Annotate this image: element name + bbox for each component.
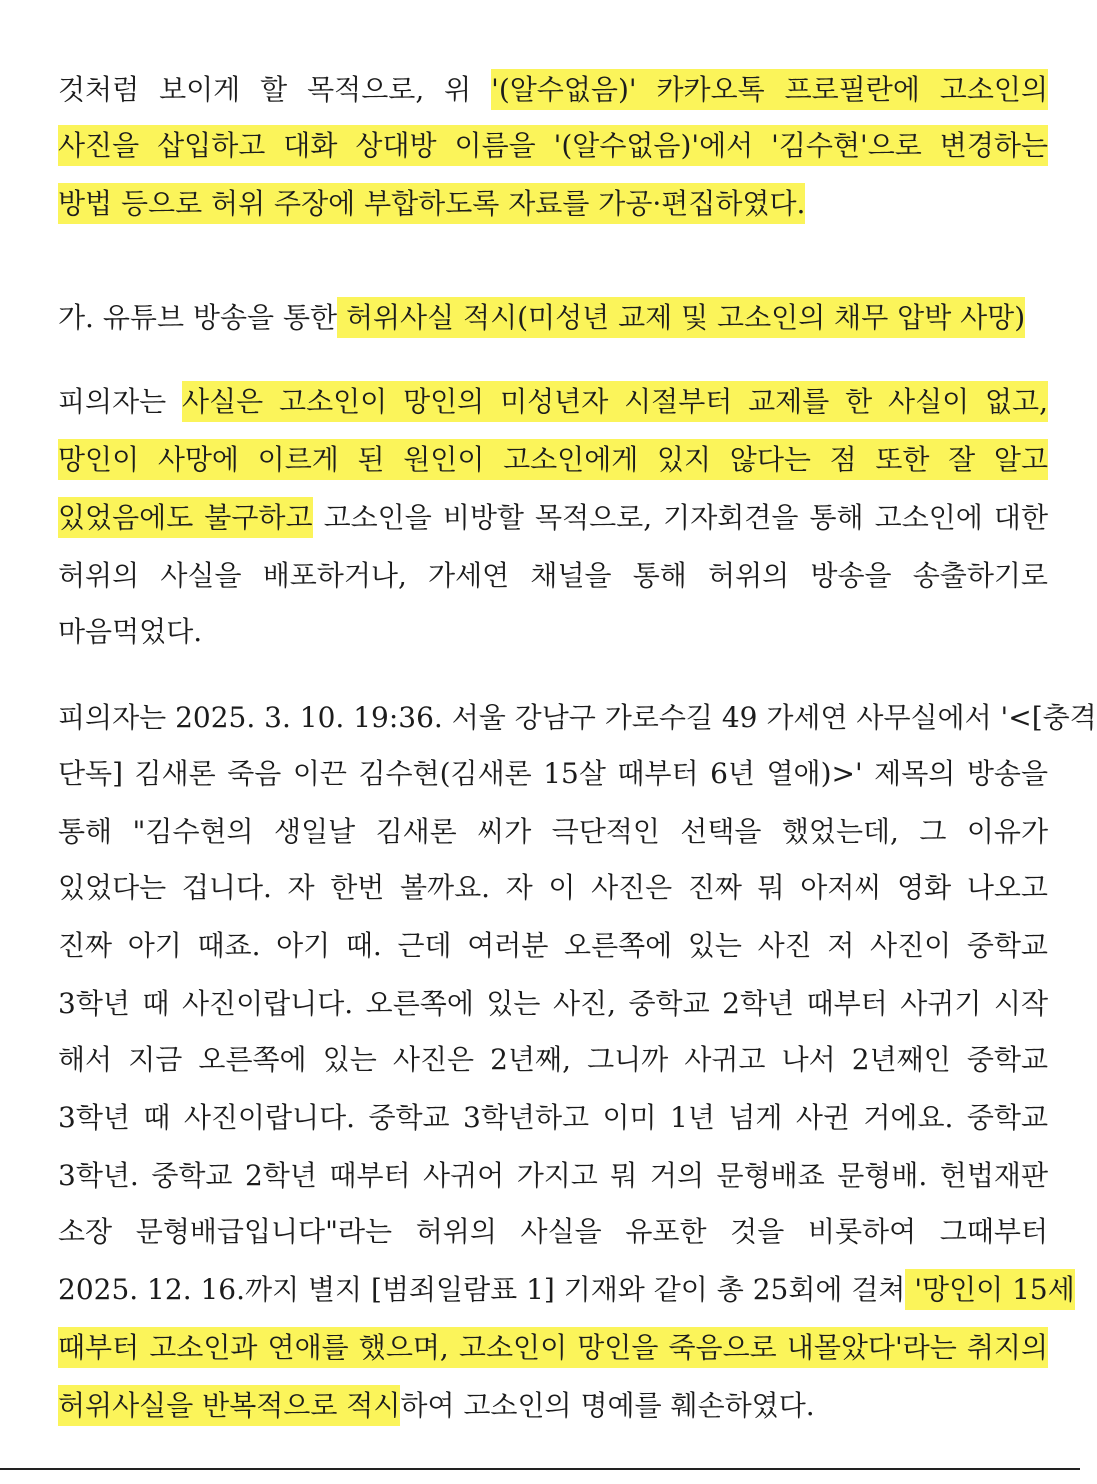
text-line xyxy=(58,698,1097,738)
text-line xyxy=(58,1098,1048,1138)
text-segment: 피의자는 2025. 3. 10. 19:36. 서울 강남구 가로수길 49 가세연 사무실에서 '<[충격 xyxy=(58,701,1097,734)
text-segment: 허위의 사실을 배포하거나, 가세연 채널을 통해 허위의 방송을 송출하기로 xyxy=(58,559,1048,592)
text-segment: 가. 유튜브 방송을 통한 xyxy=(58,301,338,334)
text-line xyxy=(58,382,1048,422)
text-segment: 단독] 김새론 죽음 이끈 김수현(김새론 15살 때부터 6년 열애)>' 제목의 방송을 xyxy=(58,757,1048,790)
text-line xyxy=(58,1212,1048,1252)
highlighted-text: 허위사실 적시(미성년 교제 및 고소인의 채무 압박 사망) xyxy=(337,297,1025,338)
text-segment: 해서 지금 오른쪽에 있는 사진은 2년째, 그니까 사귀고 나서 2년째인 중학교 xyxy=(58,1043,1048,1076)
text-line xyxy=(58,440,1048,480)
text-line xyxy=(58,498,1048,538)
text-line xyxy=(58,1040,1048,1080)
text-line xyxy=(58,1270,1075,1310)
text-line xyxy=(58,754,1048,794)
text-line xyxy=(58,984,1048,1024)
text-line xyxy=(58,868,1048,908)
text-segment: 2025. 12. 16.까지 별지 [범죄일람표 1] 기재와 같이 총 25회에 걸쳐 xyxy=(58,1273,906,1306)
text-segment: 있었다는 겁니다. 자 한번 볼까요. 자 이 사진은 진짜 뭐 아저씨 영화 나오고 xyxy=(58,871,1048,904)
text-line xyxy=(58,184,1048,224)
text-segment: 피의자는 xyxy=(58,385,183,418)
text-segment: 3학년 때 사진이랍니다. 중학교 3학년하고 이미 1년 넘게 사귄 거에요. 중학교 xyxy=(58,1101,1048,1134)
text-line xyxy=(58,70,1048,110)
text-segment: 마음먹었다. xyxy=(58,615,203,648)
text-line xyxy=(58,1328,1048,1368)
text-segment: 하여 고소인의 명예를 훼손하였다. xyxy=(400,1389,815,1422)
highlighted-text: 망인이 사망에 이르게 된 원인이 고소인에게 있지 않다는 점 또한 잘 알고 xyxy=(58,439,1048,480)
highlighted-text: 사진을 삽입하고 대화 상대방 이름을 '(알수없음)'에서 '김수현'으로 변경하는 xyxy=(58,125,1048,166)
text-segment: 3학년. 중학교 2학년 때부터 사귀어 가지고 뭐 거의 문형배죠 문형배. 헌법재판 xyxy=(58,1159,1048,1192)
highlighted-text: 방법 등으로 허위 주장에 부합하도록 자료를 가공·편집하였다. xyxy=(58,183,805,224)
text-line xyxy=(58,298,1048,338)
text-segment: 3학년 때 사진이랍니다. 오른쪽에 있는 사진, 중학교 2학년 때부터 사귀기 시작 xyxy=(58,987,1048,1020)
text-segment: 진짜 아기 때죠. 아기 때. 근데 여러분 오른쪽에 있는 사진 저 사진이 중학교 xyxy=(58,929,1048,962)
text-line xyxy=(58,1386,1048,1426)
text-line xyxy=(58,126,1048,166)
highlighted-text: 사실은 고소인이 망인의 미성년자 시절부터 교제를 한 사실이 없고, xyxy=(182,381,1048,422)
text-segment: 것처럼 보이게 할 목적으로, 위 xyxy=(58,73,492,106)
text-segment: 통해 "김수현의 생일날 김새론 씨가 극단적인 선택을 했었는데, 그 이유가 xyxy=(58,815,1048,848)
highlighted-text: '(알수없음)' 카카오톡 프로필란에 고소인의 xyxy=(491,69,1048,110)
bottom-divider xyxy=(0,1468,1080,1470)
text-segment: 고소인을 비방할 목적으로, 기자회견을 통해 고소인에 대한 xyxy=(312,501,1048,534)
text-line xyxy=(58,926,1048,966)
text-segment: 소장 문형배급입니다"라는 허위의 사실을 유포한 것을 비롯하여 그때부터 xyxy=(58,1215,1048,1248)
text-line xyxy=(58,1156,1048,1196)
text-line xyxy=(58,612,1048,652)
text-line xyxy=(58,812,1048,852)
text-line xyxy=(58,556,1048,596)
highlighted-text: 허위사실을 반복적으로 적시 xyxy=(58,1385,400,1426)
highlighted-text: 때부터 고소인과 연애를 했으며, 고소인이 망인을 죽음으로 내몰았다'라는 취지의 xyxy=(58,1327,1048,1368)
highlighted-text: '망인이 15세 xyxy=(905,1269,1074,1310)
highlighted-text: 있었음에도 불구하고 xyxy=(58,497,313,538)
